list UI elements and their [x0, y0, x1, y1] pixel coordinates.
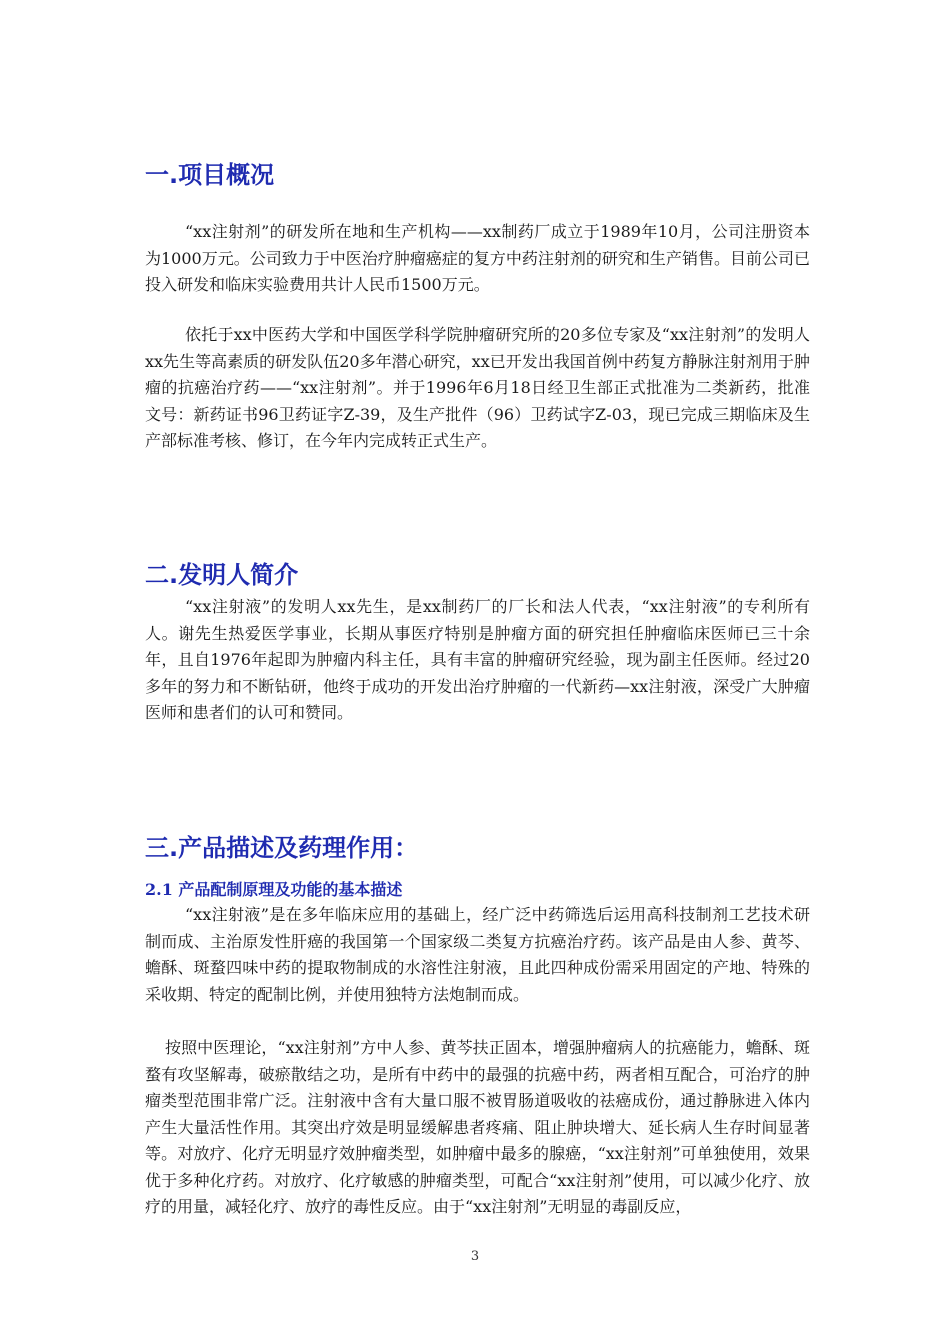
subsection-heading-formula-principle: 2.1 产品配制原理及功能的基本描述 [145, 880, 403, 899]
section-heading-inventor: 二.发明人简介 [145, 561, 299, 589]
paragraph-research-team: 依托于xx中医药大学和中国医学科学院肿瘤研究所的20多位专家及“xx注射剂”的发明人xx先生等高素质的研发队伍20多年潜心研究，xx已开发出我国首例中药复方静脉注射剂用于肿瘤的抗癌治疗药——“xx注射剂”。并于1996年6月18日经卫生部正式批准为二类新药，批准文号：新药证书96卫药证字Z-39，及生产批件（96）卫药试字Z-03，现已完成三期临床及生产部标准考核、修订，在今年内完成转正式生产。 [145, 325, 810, 450]
page-number: 3 [470, 1249, 480, 1264]
section-heading-product-description: 三.产品描述及药理作用： [145, 834, 419, 862]
paragraph-tcm-theory: 按照中医理论，“xx注射剂”方中人参、黄芩扶正固本，增强肿瘤病人的抗癌能力，蟾酥、斑蝥有攻坚解毒，破瘀散结之功，是所有中药中的最强的抗癌中药，两者相互配合，可治疗的肿瘤类型范围非常广泛。注射液中含有大量口服不被胃肠道吸收的祛癌成份，通过静脉进入体内产生大量活性作用。其突出疗效是明显缓解患者疼痛、阻止肿块增大、延长病人生存时间显著等。对放疗、化疗无明显疗效肿瘤类型，如肿瘤中最多的腺癌，“xx注射剂”可单独使用，效果优于多种化疗药。对放疗、化疗敏感的肿瘤类型，可配合“xx注射剂”使用，可以减少化疗、放疗的用量，减轻化疗、放疗的毒性反应。由于“xx注射剂”无明显的毒副反应， [145, 1038, 810, 1216]
paragraph-company-background: “xx注射剂”的研发所在地和生产机构——xx制药厂成立于1989年10月，公司注册资本为1000万元。公司致力于中医治疗肿瘤癌症的复方中药注射剂的研究和生产销售。目前公司已投入研发和临床实验费用共计人民币1500万元。 [145, 222, 810, 294]
section-heading-project-overview: 一.项目概况 [145, 161, 275, 189]
paragraph-formula-description: “xx注射液”是在多年临床应用的基础上，经广泛中药筛选后运用高科技制剂工艺技术研制而成、主治原发性肝癌的我国第一个国家级二类复方抗癌治疗药。该产品是由人参、黄芩、蟾酥、斑蝥四味中药的提取物制成的水溶性注射液，且此四种成份需采用固定的产地、特殊的采收期、特定的配制比例，并使用独特方法炮制而成。 [145, 905, 810, 1004]
paragraph-inventor-bio: “xx注射液”的发明人xx先生，是xx制药厂的厂长和法人代表，“xx注射液”的专利所有人。谢先生热爱医学事业，长期从事医疗特别是肿瘤方面的研究担任肿瘤临床医师已三十余年，且自1976年起即为肿瘤内科主任，具有丰富的肿瘤研究经验，现为副主任医师。经过20多年的努力和不断钻研，他终于成功的开发出治疗肿瘤的一代新药—xx注射液，深受广大肿瘤医师和患者们的认可和赞同。 [145, 597, 810, 722]
